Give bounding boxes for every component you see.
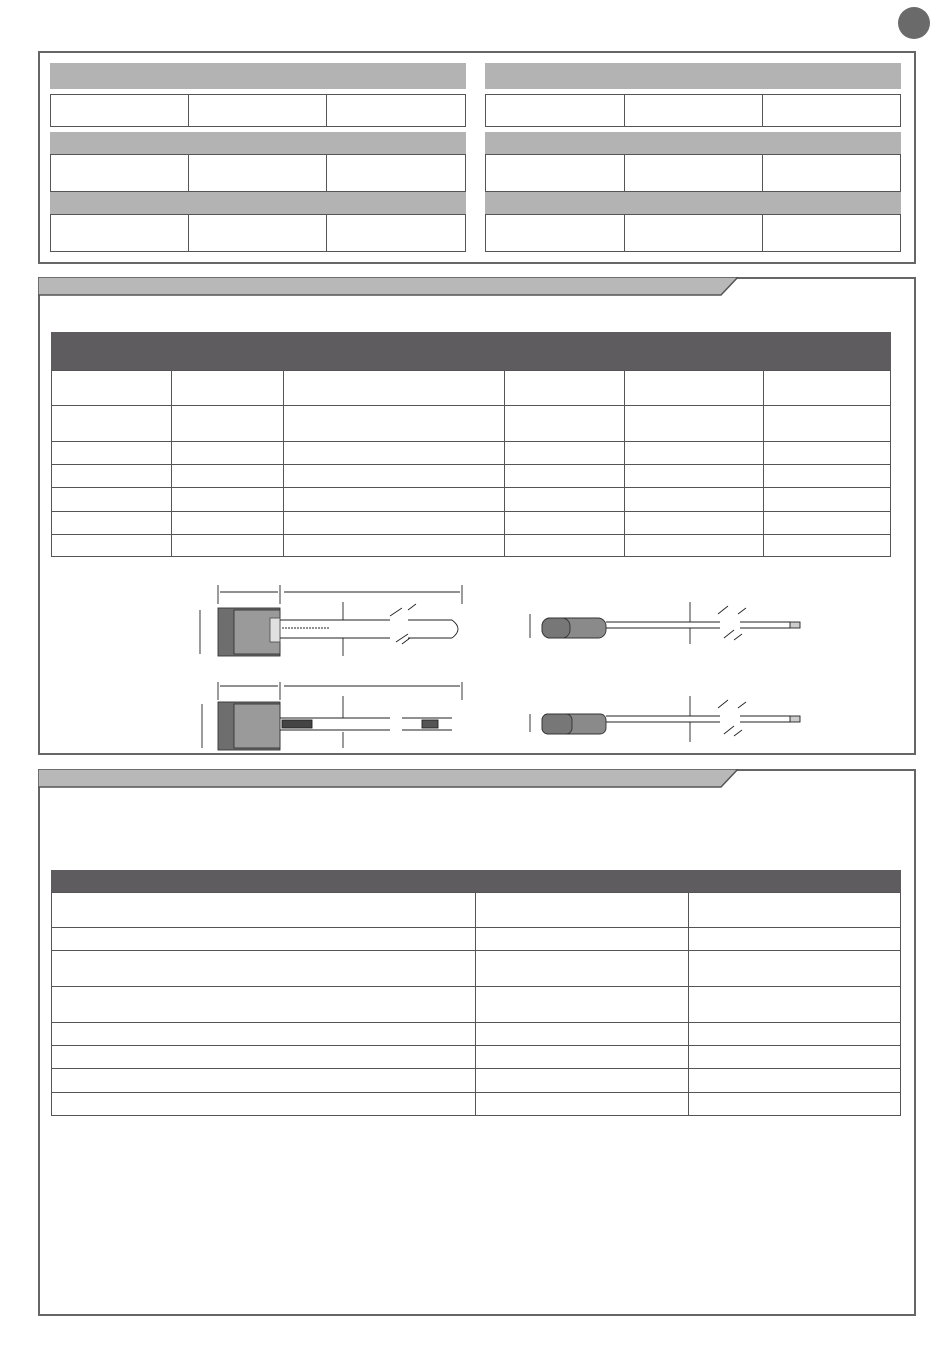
right-table-row-1 [485,94,901,127]
specifications-section-tab [38,769,738,789]
product-dimension-drawings [190,580,810,755]
specifications-table [51,892,901,1116]
left-table-header-1 [50,63,466,89]
drawing-side-profile-top [530,602,800,644]
right-table-header-3 [485,192,901,214]
right-table-row-2 [485,154,901,192]
dimensions-table-header [51,332,891,370]
right-table-header-2 [485,132,901,154]
dimensions-table [51,370,891,557]
left-table-row-3 [50,214,466,252]
left-table-row-1 [50,94,466,127]
drawing-rail-top-view [200,585,462,656]
right-table-header-1 [485,63,901,89]
left-table-row-2 [50,154,466,192]
left-table-header-2 [50,132,466,154]
reference-panel [38,51,916,264]
dimensions-section-tab [38,277,738,297]
specifications-table-header [51,870,901,892]
page-marker-badge [898,7,930,39]
drawing-rail-chain-view [202,682,462,750]
left-table-header-3 [50,192,466,214]
right-table-row-3 [485,214,901,252]
drawing-side-profile-bottom [530,696,800,742]
